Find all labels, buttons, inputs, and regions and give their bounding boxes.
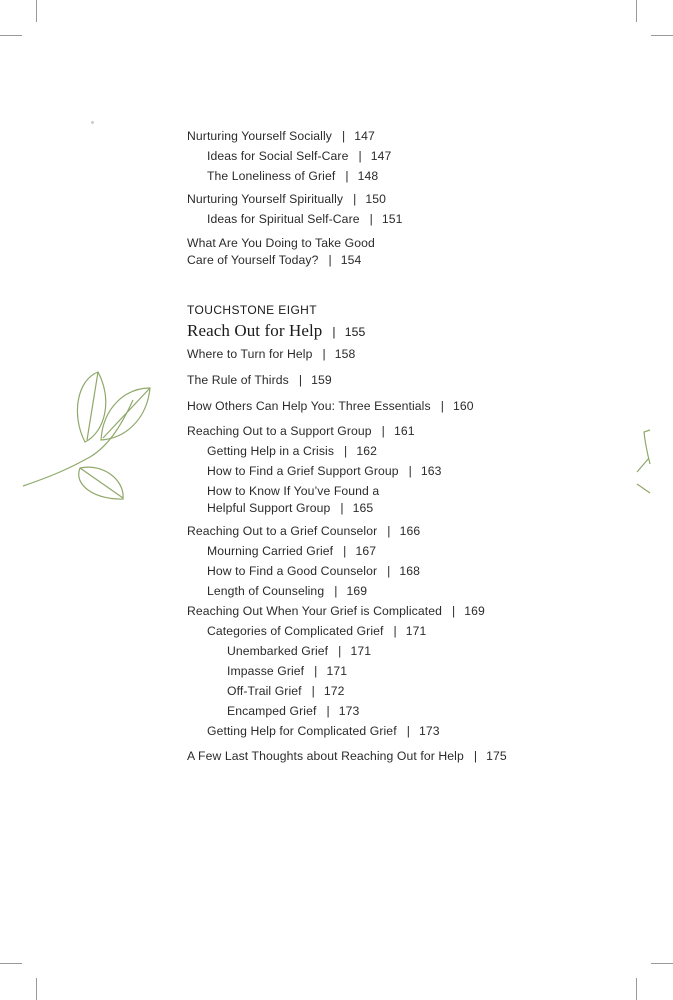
entry-title: Reaching Out to a Support Group — [187, 424, 372, 438]
toc-entry[interactable] — [187, 523, 420, 540]
toc-entry[interactable] — [207, 543, 376, 560]
toc-entry[interactable] — [207, 623, 426, 640]
separator: | — [345, 169, 349, 183]
entry-title: The Loneliness of Grief — [207, 169, 336, 183]
entry-title-line1: What Are You Doing to Take Good — [187, 236, 375, 250]
entry-title: Helpful Support Group — [207, 501, 331, 515]
page-number: 167 — [355, 544, 377, 558]
toc-entry[interactable] — [187, 235, 375, 269]
page-number: 150 — [365, 192, 387, 206]
toc-entry[interactable] — [207, 148, 391, 165]
entry-title: Impasse Grief — [227, 664, 305, 678]
entry-title: Ideas for Social Self-Care — [207, 149, 349, 163]
entry-title: Where to Turn for Help — [187, 347, 313, 361]
chapter-title-entry[interactable] — [187, 320, 365, 343]
separator: | — [387, 524, 391, 538]
separator: | — [440, 399, 444, 413]
page-number: 147 — [354, 129, 375, 143]
toc-entry[interactable] — [207, 583, 367, 600]
separator: | — [387, 564, 391, 578]
entry-title: Getting Help in a Crisis — [207, 444, 335, 458]
page-number: 162 — [356, 444, 377, 458]
page-number: 148 — [357, 169, 379, 183]
toc-entry[interactable] — [207, 483, 379, 517]
separator: | — [369, 212, 373, 226]
entry-title: Encamped Grief — [227, 704, 317, 718]
entry-title: Length of Counseling — [207, 584, 325, 598]
separator: | — [381, 424, 385, 438]
toc-entry[interactable] — [187, 398, 474, 415]
separator: | — [343, 544, 347, 558]
separator: | — [326, 704, 330, 718]
toc-entry[interactable] — [207, 168, 378, 185]
toc-entry[interactable] — [227, 663, 347, 680]
toc-entry[interactable] — [207, 443, 377, 460]
chapter-title: Reach Out for Help — [187, 321, 323, 340]
separator: | — [311, 684, 315, 698]
page-number: 158 — [334, 347, 356, 361]
page-number: 161 — [393, 424, 415, 438]
separator: | — [322, 347, 326, 361]
toc-entry[interactable] — [187, 372, 332, 389]
crop-mark — [0, 963, 22, 964]
toc-entry[interactable] — [227, 683, 345, 700]
page-number: 169 — [464, 604, 485, 618]
entry-title-line1: How to Know If You’ve Found a — [207, 484, 380, 498]
separator: | — [344, 444, 348, 458]
separator: | — [298, 373, 303, 387]
entry-title: Nurturing Yourself Socially — [187, 129, 332, 143]
toc-entry[interactable] — [187, 191, 386, 208]
entry-title: How to Find a Good Counselor — [207, 564, 378, 578]
entry-title: Care of Yourself Today? — [187, 253, 319, 267]
toc-entry[interactable] — [227, 643, 371, 660]
separator: | — [393, 624, 397, 638]
toc-entry[interactable] — [187, 128, 375, 145]
entry-title: The Rule of Thirds — [187, 373, 289, 387]
crop-mark — [636, 978, 637, 1000]
toc-entry[interactable] — [207, 723, 440, 740]
page-number: 175 — [486, 749, 507, 763]
entry-title: Ideas for Spiritual Self-Care — [207, 212, 360, 226]
page-number: 147 — [370, 149, 392, 163]
page-number: 173 — [418, 724, 440, 738]
crop-mark — [36, 978, 37, 1000]
entry-title: A Few Last Thoughts about Reaching Out for Help — [187, 749, 464, 763]
entry-title: Unembarked Grief — [227, 644, 329, 658]
separator: | — [406, 724, 410, 738]
toc-entry[interactable] — [207, 211, 403, 228]
separator: | — [314, 664, 318, 678]
separator: | — [473, 749, 478, 763]
page-number: 171 — [405, 624, 427, 638]
separator: | — [338, 644, 342, 658]
separator: | — [328, 253, 332, 267]
toc-entry[interactable] — [187, 423, 415, 440]
entry-title: Categories of Complicated Grief — [207, 624, 384, 638]
crop-mark — [636, 0, 637, 22]
crop-mark — [36, 0, 37, 22]
page-number: 155 — [344, 325, 366, 339]
page-number: 173 — [338, 704, 360, 718]
crop-mark — [651, 35, 673, 36]
separator: | — [334, 584, 338, 598]
entry-title: Reaching Out to a Grief Counselor — [187, 524, 378, 538]
entry-title: How Others Can Help You: Three Essentials — [187, 399, 431, 413]
entry-title: Mourning Carried Grief — [207, 544, 334, 558]
page-number: 169 — [346, 584, 368, 598]
separator: | — [340, 501, 344, 515]
crop-mark — [651, 963, 673, 964]
page-number: 166 — [399, 524, 421, 538]
separator: | — [451, 604, 456, 618]
leaf-fragment-icon — [620, 420, 673, 510]
toc-entry[interactable] — [187, 603, 485, 620]
separator: | — [332, 325, 336, 339]
page-number: 171 — [326, 664, 348, 678]
entry-title: Nurturing Yourself Spiritually — [187, 192, 344, 206]
toc-entry[interactable] — [227, 703, 359, 720]
toc-entry[interactable] — [187, 748, 507, 765]
separator: | — [353, 192, 357, 206]
separator: | — [341, 129, 346, 143]
leaf-branch-icon — [15, 360, 165, 510]
separator: | — [358, 149, 362, 163]
page-number: 172 — [323, 684, 345, 698]
page-number: 160 — [452, 399, 474, 413]
page-number: 154 — [340, 253, 362, 267]
page-number: 151 — [381, 212, 403, 226]
page-number: 159 — [311, 373, 332, 387]
page-number: 165 — [352, 501, 374, 515]
entry-title: Getting Help for Complicated Grief — [207, 724, 397, 738]
page-number: 168 — [399, 564, 421, 578]
entry-title: Off-Trail Grief — [227, 684, 302, 698]
section-label: TOUCHSTONE EIGHT — [187, 303, 317, 317]
crop-mark — [0, 35, 22, 36]
page-number: 171 — [350, 644, 372, 658]
toc-entry[interactable] — [187, 346, 355, 363]
entry-title: How to Find a Grief Support Group — [207, 464, 399, 478]
toc-entry[interactable] — [207, 463, 442, 480]
toc-entry[interactable] — [207, 563, 420, 580]
registration-dot — [91, 121, 94, 124]
separator: | — [408, 464, 412, 478]
page-number: 163 — [420, 464, 442, 478]
entry-title: Reaching Out When Your Grief is Complicated — [187, 604, 442, 618]
